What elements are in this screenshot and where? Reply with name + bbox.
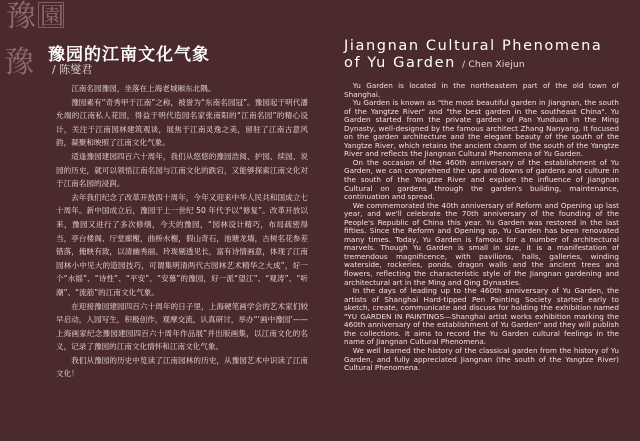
english-title-line-2-text: of Yu Garden — [344, 55, 456, 71]
english-title-block — [344, 38, 602, 74]
english-paragraph: We well learned the history of the classical garden from the history of Yu Garden, and fully appreciated Jiangnan (the south of the Yangtze River) Cultural Phenomena. — [344, 345, 619, 373]
english-body — [344, 82, 619, 373]
english-paragraph: Yu Garden is located in the northeastern part of the old town of Shanghai. — [344, 81, 619, 99]
chinese-author: / 陈燮君 — [52, 63, 93, 76]
chinese-paragraph: 在迎接豫园建园四百六十周年的日子里，上海硬笔画学会的艺术家们较早启动，入园写生，积极创作，观摩交流，认真研讨，举办“‘画中豫园’——上海画家纪念豫园建园四百六十周年作品展”并出版画集，以江南文化的名义，记录了豫园的江南文化情怀和江南文化气象。 — [56, 301, 308, 352]
chinese-paragraph: 适逢豫园建园四百六十周年，我们从悠悠的豫园浩阅、护园、续园、说园的历史，就可以领悟江南名园与江南文化的跌宕，又能够探索江南文化对于江南名园的浸润。 — [56, 151, 308, 189]
chinese-body — [56, 82, 308, 381]
english-column — [330, 0, 630, 441]
english-title-line-1: Jiangnan Cultural Phenomena — [344, 38, 603, 54]
seal-glyph-1: 豫 — [6, 0, 36, 34]
english-paragraph: On the occasion of the 460th anniversary of the establishment of Yu Garden, we can comprehend the ups and downs of gardens and culture in the south of the Yangtze River and explore the influence of Jiangnan Cultural on gardens through the garden's building, maintenance, continuation and spread. — [344, 157, 619, 202]
english-title-line-2 — [344, 55, 602, 74]
seal-glyph-2: 園 — [40, 2, 64, 30]
english-paragraph: Yu Garden is known as "the most beautiful garden in Jiangnan, the south of the Yangtze River" and "the best garden in the southeast China". Yu Garden started from the private garden of Pan Yunduan in the Ming Dynasty, well-designed by the famous architect Zhang Nanyang. It focused on the garden architecture and the elegant beauty of the south of the Yangtze River, which retains the ancient charm of the south of the Yangtze River and reflects the Jiangnan Cultural Phenomena of Yu Garden. — [344, 98, 619, 159]
chinese-paragraph: 去年我们纪念了改革开放四十周年，今年又迎来中华人民共和国成立七十周年。新中国成立后，豫园于上一世纪 50 年代予以“修复”。改革开放以来，豫园又进行了多次修缮，今天的豫园，“园林设计精巧，布局疏密得当，亭台楼阁、厅堂廊榭，曲桥水榭，假山奇石，池塘龙墙，古树名花参差错落，掩映有致，以清幽秀丽、玲珑剔透见长，富有诗情画意，体现了江南园林小中见大的造园技巧，可谓集明清两代古园林艺术精华之大成”，好一个“水摇”、“诗性”、“平安”、“安慕”的豫园，好一派“望江”、“观涛”、“听潮”、“流筋”的江南文化气象。 — [56, 192, 308, 297]
chinese-paragraph: 江南名园豫园，坐落在上海老城厢东北隅。 — [71, 84, 216, 93]
seal-glyph-3: 豫 — [4, 45, 34, 80]
chinese-paragraph: 豫园素有“奇秀甲于江南”之称，被誉为“东南名园冠”。豫园起于明代潘允端的江南私人花园，得益于明代造园名家张南阳的“江南名园”的精心设计，关注于江南园林建筑观谈，展焦于江南灵逸之美，留驻了江南古意风韵，凝聚和映照了江南文化气象。 — [56, 97, 308, 148]
chinese-title: 豫园的江南文化气象 — [48, 45, 210, 65]
english-paragraph: We commemorated the 40th anniversary of Reform and Opening up last year, and we'll celebrate the 70th anniversary of the founding of the People's Republic of China this year. Yu Garden was restored in the last fifties. Since the Reform and Opening up, Yu Garden has been renovated many times. Today, Yu Garden is famous for a number of architectural marvels. Though Yu Garden is small in size, it is a manifestation of tremendous magnificence, with pavilions, halls, galleries, winding waterside, rockeries, ponds, dragon walls and the ancient trees and flowers, reflecting the characteristic style of the Jiangnan gardening and architectural art in the Ming and Qing Dynasties. — [344, 200, 619, 287]
english-author: / Chen Xiejun — [462, 60, 525, 70]
chinese-paragraph: 我们从豫园的历史中览读了江南园林的历史，从豫园艺术中识读了江南文化！ — [56, 355, 308, 379]
english-paragraph: In the days of leading up to the 460th anniversary of Yu Garden, the artists of Shanghai Hard-tipped Pen Painting Society started early to sketch, create, communicate and discuss for holding the exhibition named "YU GARDEN IN PAINTINGS—Shanghai artist works exhibition marking the 460th anniversary of the establishment of Yu Garden" and they will publish the collections. It aims to record the Yu Garden cultural feelings in the name of Jiangnan Cultural Phenomena. — [344, 286, 619, 347]
